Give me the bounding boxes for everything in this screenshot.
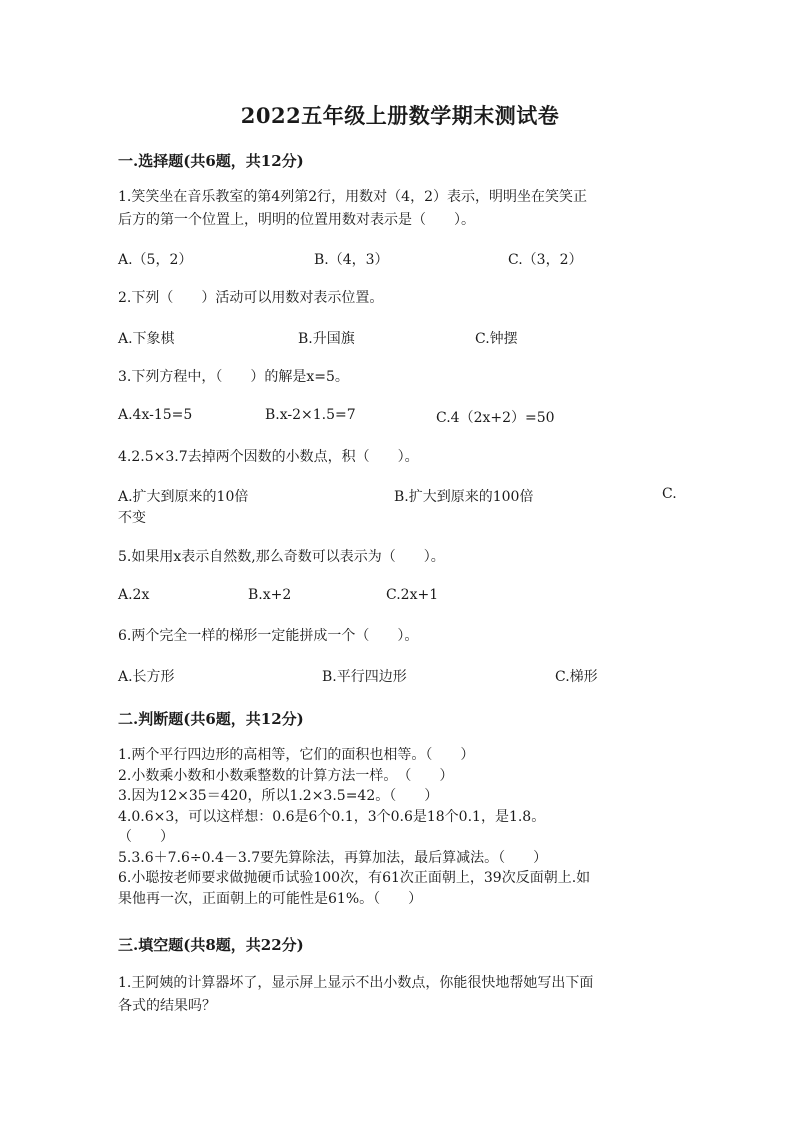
judgment-item-4-blank: （ ）	[118, 829, 174, 845]
question-2	[118, 287, 678, 310]
fill-question-1	[118, 972, 678, 1018]
option-c: C.4（2x+2）=50	[436, 410, 555, 426]
question-text: 1.笑笑坐在音乐教室的第4列第2行，用数对（4，2）表示，明明坐在笑笑正	[118, 189, 587, 205]
option-b: B.（4，3）	[314, 252, 389, 268]
question-4-option-c-continued	[118, 507, 678, 530]
question-text: 6.两个完全一样的梯形一定能拼成一个（ ）。	[118, 628, 419, 644]
question-3	[118, 366, 678, 389]
question-5-options	[118, 587, 678, 609]
option-c: C.2x+1	[386, 587, 439, 603]
option-b: B.扩大到原来的100倍	[394, 489, 534, 505]
judgment-item-6: 6.小聪按老师要求做抛硬币试验100次，有61次正面朝上，39次反面朝上.如	[118, 870, 591, 886]
judgment-item-6-continued: 果他再一次，正面朝上的可能性是61%。（ ）	[118, 890, 423, 907]
option-a: A.扩大到原来的10倍	[118, 489, 249, 505]
question-4-options	[118, 486, 678, 508]
option-a: A.（5，2）	[118, 252, 193, 268]
question-text: 各式的结果吗？	[118, 998, 216, 1014]
section-heading-choice: 一.选择题(共6题，共12分)	[118, 152, 304, 170]
option-b: B.升国旗	[298, 331, 355, 347]
section-heading-fill-blank: 三.填空题(共8题，共22分)	[118, 936, 304, 954]
question-1-options	[118, 249, 678, 271]
judgment-item-2: 2.小数乘小数和小数乘整数的计算方法一样。 （ ）	[118, 767, 454, 784]
question-text: 4.2.5×3.7去掉两个因数的小数点，积（ ）。	[118, 449, 419, 465]
question-6	[118, 625, 678, 648]
option-c: C.梯形	[555, 669, 598, 685]
judgment-item-4: 4.0.6×3，可以这样想：0.6是6个0.1，3个0.6是18个0.1，是1.8。	[118, 808, 546, 825]
question-1	[118, 186, 678, 232]
question-text: 1.王阿姨的计算器坏了，显示屏上显示不出小数点，你能很快地帮她写出下面	[118, 975, 594, 991]
question-text: 2.下列（ ）活动可以用数对表示位置。	[118, 290, 384, 306]
question-text: 5.如果用x表示自然数,那么奇数可以表示为（ ）。	[118, 549, 445, 565]
question-3-options	[118, 407, 678, 429]
option-a: A.2x	[118, 587, 150, 603]
option-c-text: 不变	[118, 510, 146, 526]
question-5	[118, 546, 678, 569]
option-b: B.x+2	[248, 587, 292, 603]
option-b: B.x-2×1.5=7	[265, 407, 356, 423]
judgment-item-5: 5.3.6＋7.6÷0.4－3.7要先算除法，再算加法，最后算减法。（ ）	[118, 849, 548, 866]
option-a: A.下象棋	[118, 331, 175, 347]
option-c: C.钟摆	[475, 331, 518, 347]
option-c: C.（3，2）	[508, 252, 583, 268]
question-6-options	[118, 666, 678, 688]
judgment-questions	[118, 745, 678, 909]
option-a: A.长方形	[118, 669, 175, 685]
option-c: C.	[662, 486, 677, 502]
option-a: A.4x-15=5	[118, 407, 193, 423]
question-text: 3.下列方程中，（ ）的解是x=5。	[118, 369, 349, 385]
page-title: 2022五年级上册数学期末测试卷	[240, 103, 560, 128]
question-4	[118, 446, 678, 469]
question-2-options	[118, 328, 678, 350]
option-b: B.平行四边形	[322, 669, 407, 685]
judgment-item-3: 3.因为12×35＝420，所以1.2×3.5=42。（ ）	[118, 788, 439, 804]
judgment-item-1: 1.两个平行四边形的高相等，它们的面积也相等。（ ）	[118, 747, 475, 763]
section-heading-judgment: 二.判断题(共6题，共12分)	[118, 710, 304, 728]
question-text: 后方的第一个位置上，明明的位置用数对表示是（ ）。	[118, 212, 475, 228]
